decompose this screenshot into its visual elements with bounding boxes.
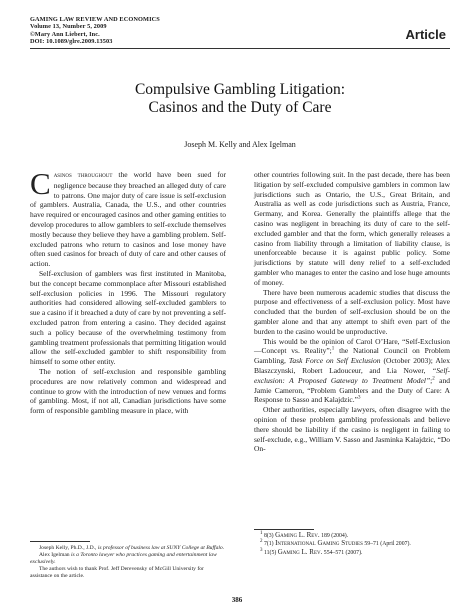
text-run: This would be the opinion of Carol O’Hare, “Self-Exclusion—Concept vs. Reality”;	[254, 336, 450, 356]
footnote-number: 2	[260, 539, 263, 545]
italic-title: “Self-exclusion: A Proposed Gateway to Treatment Model”	[254, 365, 450, 385]
note-name: Joseph Kelly, Ph.D., J.D.,	[39, 545, 98, 551]
author-note	[30, 552, 226, 566]
footnote-number: 1	[260, 531, 263, 537]
footnote-ref[interactable]: 3	[357, 395, 361, 401]
text-run: 189 (2004).	[319, 533, 349, 539]
paragraph: There have been numerous academic studies that discuss the purpose and effectiveness of a self-exclusion policy. Most have concluded that the burden of self-exclusion should be on the gambler alone and that any attempt to shift even part of the burden to the casino would be unproductive.	[254, 287, 450, 336]
header-rule	[30, 48, 450, 49]
note-role: is a Toronto lawyer who practices gaming and entertainment law exclusively.	[30, 552, 217, 565]
italic-title: Task Force on Self Exclusion	[288, 356, 381, 366]
text-run: 11(5)	[263, 549, 278, 556]
note-role: is professor of business law at SUNY College at Buffalo.	[97, 545, 225, 551]
copyright-notice: ©Mary Ann Liebert, Inc.	[30, 30, 100, 38]
right-column	[254, 170, 450, 454]
text-run: (October 2003); Alex Blaszczynski, Robert Ladouceur, and Lia Nower,	[254, 356, 451, 375]
text-run: 554–571 (2007).	[322, 549, 363, 556]
paragraph: The notion of self-exclusion and responsible gambling procedures are now relatively common and widespread and continue to grow with the introduction of new venues and forms of gambling. Most, if not all, Canadian jurisdictions have some form of responsible gambling measure in place, with	[30, 366, 226, 416]
text-run: ;	[430, 375, 433, 385]
doi-link[interactable]: DOI: 10.1089/glre.2009.13503	[30, 38, 113, 46]
author-note	[30, 545, 226, 552]
author-notes	[30, 545, 226, 580]
text-run: 59–71 (April 2007).	[362, 541, 411, 548]
intro-text: the world have been sued for negligence because they breached an alleged duty of care to patrons. One major duty of care issue is self-exclusion of gamblers. Australia, Canada, the U.S., and other countries have required or encouraged casinos and other gaming entities to develop procedures to allow gamblers to self-exclude themselves mostly because they believe they have a gambling problem. Self-excluded patrons who return to casinos and lose money have often sued casinos for breach of duty of care and other causes of action.	[30, 170, 227, 269]
paragraph: Other authorities, especially lawyers, often disagree with the opinion of these problem gambling professionals and believe there should be liability if the casino is negligent in failing to self-exclude, e.g., William V. Sasso and Jasminka Kalajdzic, “Do On-	[254, 405, 450, 454]
text-run: 7(1)	[263, 541, 276, 548]
footnote-rule	[30, 541, 90, 542]
source-name: International Gaming Studies	[275, 539, 363, 548]
text-run: 8(3)	[263, 533, 276, 539]
journal-volume: Volume 13, Number 5, 2009	[30, 23, 107, 31]
source-name: Gaming L. Rev.	[275, 531, 320, 539]
drop-cap: C	[30, 166, 51, 201]
article-title	[30, 81, 450, 117]
journal-name: GAMING LAW REVIEW AND ECONOMICS	[30, 16, 160, 23]
footnote-number: 3	[260, 547, 263, 553]
footnote-ref[interactable]: 1	[331, 346, 335, 352]
title-line-1: Compulsive Gambling Litigation:	[134, 81, 346, 98]
paragraph	[254, 337, 450, 406]
footnote-ref[interactable]: 2	[432, 376, 435, 382]
intro-smallcaps: asinos throughout	[53, 171, 113, 179]
acknowledgment: The authors wish to thank Prof. Jeff Derevensky of McGill University for assistance on the article.	[30, 566, 204, 579]
text-run: and Jamie Cameron, “Problem Gamblers and the Duty of Care: A Response to Sasso and Kalajdzic.”	[254, 375, 450, 405]
source-name: Gaming L. Rev.	[277, 547, 323, 556]
note-name: Alex Igelman	[39, 552, 71, 558]
footnote-rule	[254, 529, 314, 530]
page-number: 386	[231, 596, 243, 604]
paragraph-intro	[30, 166, 227, 269]
left-column	[30, 166, 227, 416]
journal-masthead	[30, 16, 250, 46]
text-run: the National Council on Problem Gambling,	[254, 346, 450, 366]
paragraph: Self-exclusion of gamblers was first instituted in Manitoba, but the concept became commonplace after Missouri established self-exclusion policies in 1996. The Missouri regulatory authorities had considered allowing self-excluded gamblers to sue a casino if it breached a duty of care by not preventing a self-excluded patron from entering a casino. They decided against such a policy because of the overwhelming testimony from gambling treatment professionals that permitting litigation would allow the self-excluded gambler to shift responsibility from himself to some other entity.	[30, 268, 226, 367]
author-byline: Joseph M. Kelly and Alex Igelman	[184, 140, 296, 149]
paragraph: other countries following suit. In the past decade, there has been litigation by self-excluded compulsive gamblers in common law jurisdictions such as Ontario, the U.S., Great Britain, and Australia as well as code jurisdictions such as Austria, France, Germany, and Korea. Generally the plaintiffs allege that the casino was negligent in breaching its duty of care to the self-excluded gambler and that the form, which generally releases a casino from liability through a limitation of liability clause, is unenforceable because it is against public policy. Some jurisdictions by statute will deny relief to a self-excluded gambler who manages to enter the casino and lose huge amounts of money.	[254, 170, 450, 287]
title-line-2: Casinos and the Duty of Care	[148, 99, 332, 116]
footnote	[254, 549, 450, 557]
article-type-label: Article	[405, 27, 446, 42]
footnotes	[254, 532, 450, 557]
